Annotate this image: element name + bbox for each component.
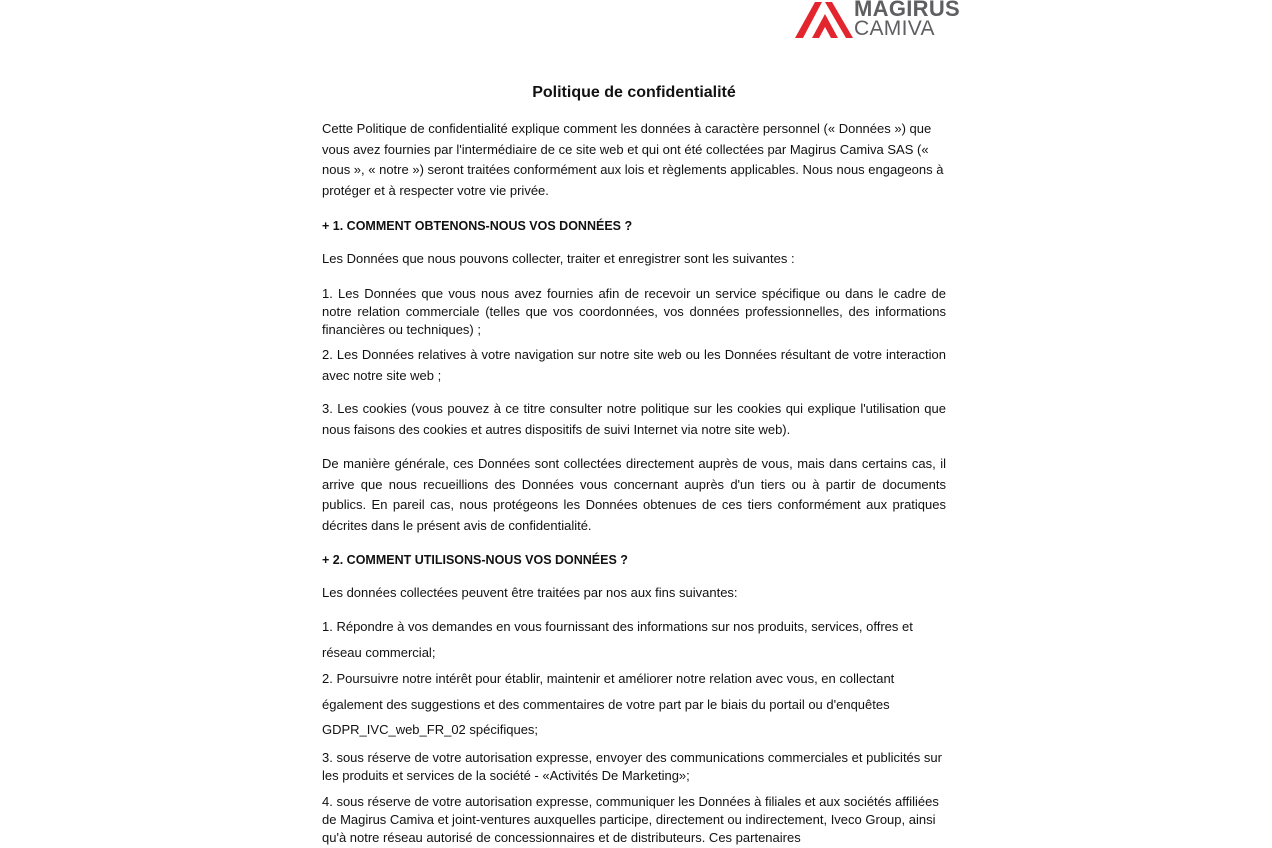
section1-lead: Les Données que nous pouvons collecter, traiter et enregistrer sont les suivantes :: [322, 251, 795, 266]
section2-item1-line2: réseau commercial;: [322, 645, 436, 660]
section1-item3: 3. Les cookies (vous pouvez à ce titre consulter notre politique sur les cookies qui explique l'utilisation que nous faisons des cookies et autres dispositifs de suivi Internet via notre site web).: [322, 401, 946, 437]
section1-item2: 2. Les Données relatives à votre navigation sur notre site web ou les Données résultant de votre interaction avec notre site web ;: [322, 347, 946, 383]
logo-brand-line2: CAMIVA: [854, 17, 935, 40]
section1-heading: + 1. COMMENT OBTENONS-NOUS VOS DONNÉES ?: [322, 219, 633, 233]
section2-item2-line1: 2. Poursuivre notre intérêt pour établir, maintenir et améliorer notre relation avec vous, en collectant: [322, 671, 895, 686]
section2-item2-line2: également des suggestions et des commentaires de votre part par le biais du portail ou d'enquêtes: [322, 697, 890, 712]
intro-paragraph: Cette Politique de confidentialité explique comment les données à caractère personnel (« Données ») que vous avez fournies par l'intermédiaire de ce site web et qui ont été collectées par Magirus Camiva SAS (« nous », « notre ») seront traitées conformément aux lois et règlements applicables. Nous nous engageons à protéger et à respecter votre vie privée.: [322, 121, 944, 198]
magirus-logo-mark-icon: [795, 0, 853, 40]
section2-lead: Les données collectées peuvent être traitées par nos aux fins suivantes:: [322, 585, 738, 600]
section1-item1: 1. Les Données que vous nous avez fournies afin de recevoir un service spécifique ou dans le cadre de notre relation commerciale (telles que vos coordonnées, vos données professionnelles, des informations financières ou techniques) ;: [322, 286, 946, 337]
section2-heading: + 2. COMMENT UTILISONS-NOUS VOS DONNÉES ?: [322, 553, 628, 567]
document-title: Politique de confidentialité: [532, 84, 736, 101]
section2-item2-line3: GDPR_IVC_web_FR_02 spécifiques;: [322, 722, 539, 737]
logo-brand-line1: MAGIRUS: [854, 0, 960, 21]
section1-closing: De manière générale, ces Données sont collectées directement auprès de vous, mais dans certains cas, il arrive que nous recueillions des Données vous concernant auprès d'un tiers ou à partir de documents publics. En pareil cas, nous protégeons les Données obtenues de ces tiers conformément aux pratiques décrites dans le présent avis de confidentialité.: [322, 456, 946, 533]
section2-item4: 4. sous réserve de votre autorisation expresse, communiquer les Données à filiales et aux sociétés affiliées de Magirus Camiva et joint-ventures auxquelles participe, directement ou indirectement, Iveco Group, ainsi qu'à notre réseau autorisé de concessionnaires et de distributeurs. Ces partenaires: [322, 794, 939, 845]
section2-item1-line1: 1. Répondre à vos demandes en vous fournissant des informations sur nos produits, services, offres et: [322, 619, 913, 634]
section2-item3: 3. sous réserve de votre autorisation expresse, envoyer des communications commerciales et publicités sur les produits et services de la société - «Activités De Marketing»;: [322, 750, 942, 783]
magirus-camiva-logo: [795, 0, 965, 40]
